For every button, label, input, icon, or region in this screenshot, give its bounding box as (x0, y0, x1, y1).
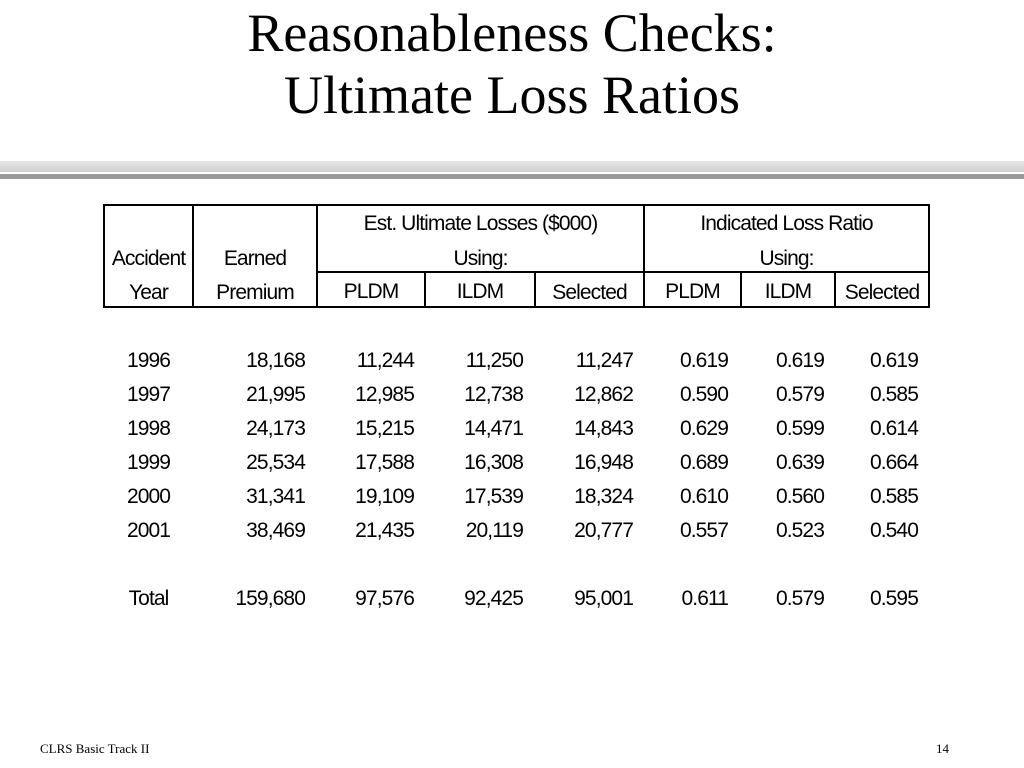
header-ratio-pldm: PLDM (665, 280, 720, 303)
cell-ult-selected: 16,948 (574, 451, 633, 474)
cell-ult-ildm: 17,539 (464, 485, 523, 508)
cell-ratio-pldm: 0.557 (679, 519, 728, 542)
cell-ratio-selected: 0.619 (869, 349, 918, 372)
cell-earned-premium: 38,469 (246, 519, 305, 542)
cell-ult-pldm: 11,244 (356, 349, 414, 372)
cell-ratio-ildm: 0.523 (775, 519, 824, 542)
cell-ult-pldm: 97,576 (355, 587, 414, 610)
cell-ult-selected: 20,777 (574, 519, 633, 542)
cell-ratio-ildm: 0.599 (775, 417, 824, 440)
table-border-bottom (103, 306, 930, 308)
cell-ult-pldm: 12,985 (355, 383, 414, 406)
slide-title-line2: Ultimate Loss Ratios (284, 65, 740, 125)
cell-ratio-pldm: 0.689 (679, 451, 728, 474)
cell-ratio-selected: 0.585 (869, 485, 918, 508)
cell-ult-selected: 11,247 (575, 349, 633, 372)
header-year: Year (129, 281, 168, 304)
page-number: 14 (936, 741, 949, 756)
cell-ult-pldm: 17,588 (355, 451, 414, 474)
cell-ult-pldm: 15,215 (355, 417, 414, 440)
header-ratio-group: Indicated Loss Ratio (700, 212, 873, 235)
cell-ratio-ildm: 0.560 (775, 485, 824, 508)
cell-ratio-selected: 0.540 (869, 519, 918, 542)
cell-ratio-ildm: 0.579 (775, 587, 824, 610)
header-ratio-using: Using: (759, 247, 814, 270)
cell-ratio-ildm: 0.579 (775, 383, 824, 406)
cell-ult-ildm: 14,471 (464, 417, 523, 440)
cell-earned-premium: 24,173 (246, 417, 305, 440)
header-ratio-ildm: ILDM (764, 280, 812, 303)
cell-ult-pldm: 19,109 (355, 485, 414, 508)
cell-earned-premium: 21,995 (246, 383, 305, 406)
header-ult-ildm: ILDM (456, 280, 504, 303)
cell-year: 1997 (126, 383, 171, 406)
cell-ult-pldm: 21,435 (355, 519, 414, 542)
header-earned: Earned (223, 247, 287, 270)
cell-ult-selected: 18,324 (574, 485, 633, 508)
table-border-top (103, 204, 930, 206)
slide-title-line1: Reasonableness Checks: (247, 3, 777, 63)
cell-year: 2001 (126, 519, 171, 542)
cell-ratio-pldm: 0.590 (679, 383, 728, 406)
cell-ratio-selected: 0.585 (869, 383, 918, 406)
cell-ult-selected: 12,862 (574, 383, 633, 406)
footer-course-name: CLRS Basic Track II (40, 741, 150, 756)
header-accident: Accident (111, 247, 186, 270)
cell-ratio-pldm: 0.611 (681, 587, 728, 610)
cell-ratio-ildm: 0.639 (775, 451, 824, 474)
cell-ratio-pldm: 0.629 (679, 417, 728, 440)
cell-ult-ildm: 92,425 (464, 587, 523, 610)
cell-ratio-selected: 0.664 (869, 451, 918, 474)
cell-earned-premium: 159,680 (235, 587, 305, 610)
cell-ratio-pldm: 0.610 (679, 485, 728, 508)
header-premium: Premium (216, 281, 294, 304)
cell-ult-ildm: 20,119 (465, 519, 523, 542)
cell-year: Total (128, 587, 169, 610)
cell-ult-selected: 14,843 (574, 417, 633, 440)
header-ult-selected: Selected (552, 281, 627, 304)
cell-ratio-pldm: 0.619 (679, 349, 728, 372)
cell-earned-premium: 25,534 (246, 451, 305, 474)
cell-ult-selected: 95,001 (574, 587, 633, 610)
cell-ult-ildm: 12,738 (464, 383, 523, 406)
header-ultimate-using: Using: (453, 247, 508, 270)
cell-ratio-selected: 0.595 (869, 587, 918, 610)
header-ratio-selected: Selected (844, 281, 920, 304)
cell-ratio-ildm: 0.619 (775, 349, 824, 372)
header-ult-pldm: PLDM (343, 280, 399, 303)
cell-year: 1998 (126, 417, 171, 440)
header-ultimate-group: Est. Ultimate Losses ($000) (363, 212, 598, 235)
cell-year: 1996 (126, 349, 171, 372)
cell-earned-premium: 31,341 (246, 485, 305, 508)
cell-ult-ildm: 16,308 (464, 451, 523, 474)
cell-year: 2000 (126, 485, 171, 508)
table-border-right (928, 204, 930, 308)
cell-earned-premium: 18,168 (246, 349, 305, 372)
cell-year: 1999 (126, 451, 171, 474)
table-border-mid (316, 271, 930, 273)
cell-ratio-selected: 0.614 (869, 417, 918, 440)
cell-ult-ildm: 11,250 (465, 349, 523, 372)
